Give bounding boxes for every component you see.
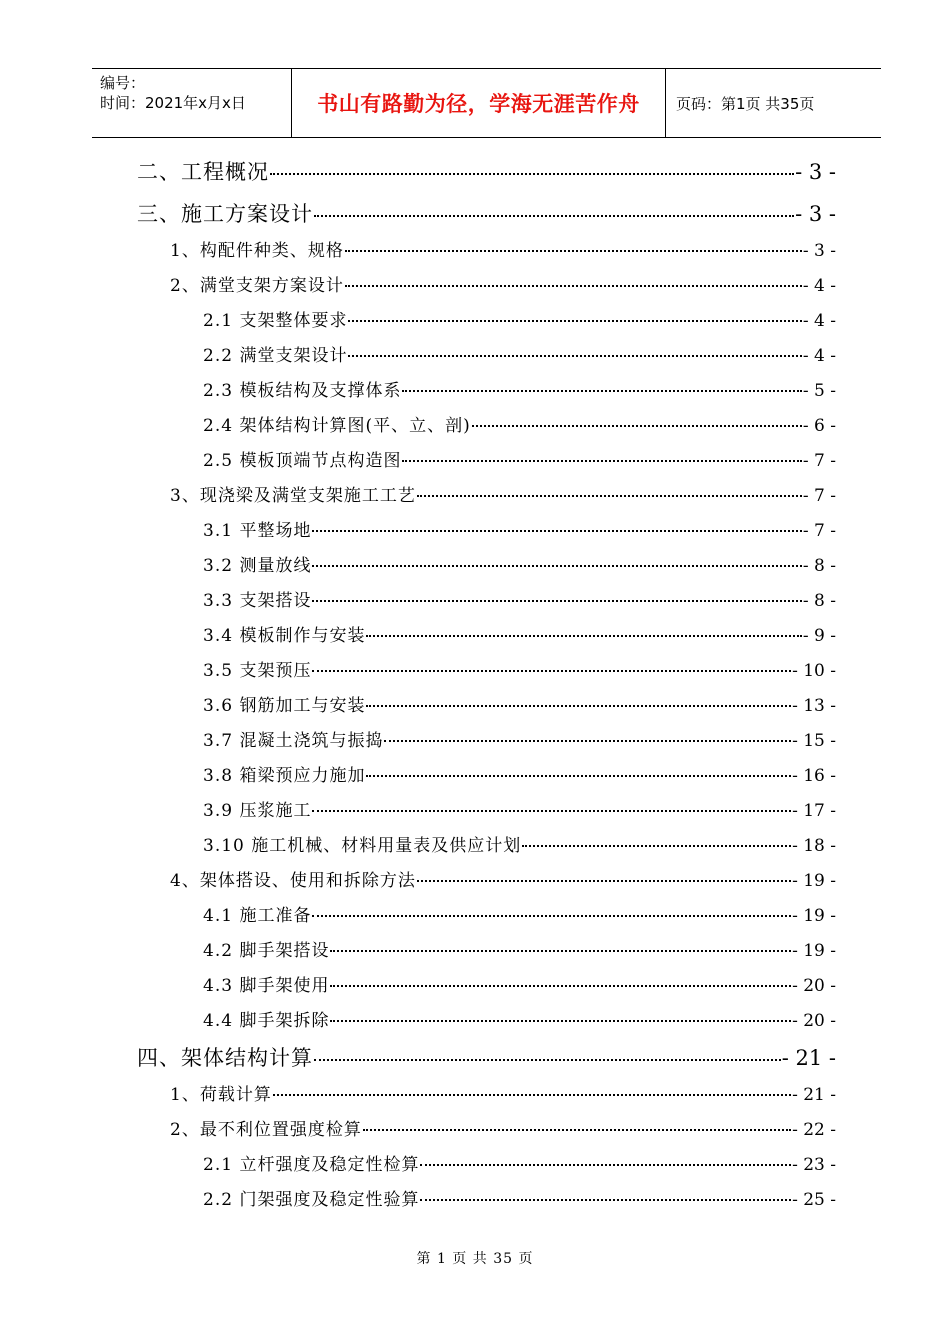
toc-entry[interactable]: [137, 1042, 836, 1072]
toc-entry-title: 3.9 压浆施工: [203, 801, 312, 821]
toc-entry-page: - 25 -: [792, 1190, 836, 1210]
toc-entry[interactable]: [170, 481, 836, 507]
toc-dot-leader: [522, 845, 791, 847]
toc-entry[interactable]: [203, 1006, 836, 1032]
toc-entry-page: - 18 -: [792, 836, 836, 856]
toc-dot-leader: [402, 460, 801, 462]
toc-dot-leader: [312, 565, 801, 567]
toc-dot-leader: [417, 495, 802, 497]
page-header: [92, 68, 881, 138]
toc-entry-page: - 4 -: [802, 276, 836, 296]
toc-dot-leader: [366, 635, 801, 637]
toc-dot-leader: [312, 915, 791, 917]
header-motto-cell: [292, 69, 666, 137]
toc-entry[interactable]: [203, 551, 836, 577]
toc-entry[interactable]: [203, 936, 836, 962]
toc-entry-title: 2.1 支架整体要求: [203, 311, 348, 331]
toc-entry-title: 3.6 钢筋加工与安装: [203, 696, 366, 716]
toc-dot-leader: [348, 355, 801, 357]
toc-entry-title: 3.4 模板制作与安装: [203, 626, 366, 646]
toc-entry-title: 3.3 支架搭设: [203, 591, 312, 611]
toc-entry-page: - 8 -: [802, 591, 836, 611]
toc-entry-title: 1、构配件种类、规格: [170, 241, 344, 261]
toc-entry[interactable]: [203, 761, 836, 787]
toc-dot-leader: [402, 390, 801, 392]
toc-entry[interactable]: [170, 236, 836, 262]
toc-entry[interactable]: [203, 621, 836, 647]
toc-entry[interactable]: [203, 1185, 836, 1211]
toc-entry[interactable]: [170, 271, 836, 297]
toc-entry-page: - 20 -: [792, 976, 836, 996]
toc-entry-page: - 19 -: [792, 871, 836, 891]
toc-entry-title: 2.3 模板结构及支撑体系: [203, 381, 402, 401]
header-meta-cell: [92, 69, 292, 137]
toc-dot-leader: [345, 250, 802, 252]
toc-dot-leader: [417, 880, 791, 882]
toc-entry-page: - 7 -: [802, 521, 836, 541]
toc-entry[interactable]: [203, 516, 836, 542]
toc-entry-page: - 19 -: [792, 906, 836, 926]
toc-entry-page: - 21 -: [792, 1085, 836, 1105]
toc-entry-title: 4、架体搭设、使用和拆除方法: [170, 871, 416, 891]
toc-entry[interactable]: [203, 306, 836, 332]
toc-entry-page: - 5 -: [802, 381, 836, 401]
header-page-info: 页码：第1页 共35页: [676, 94, 815, 113]
toc-entry-title: 4.3 脚手架使用: [203, 976, 330, 996]
toc-dot-leader: [420, 1164, 791, 1166]
toc-entry-page: - 9 -: [802, 626, 836, 646]
toc-entry-page: - 16 -: [792, 766, 836, 786]
toc-entry-page: - 6 -: [802, 416, 836, 436]
toc-entry-title: 3.1 平整场地: [203, 521, 312, 541]
toc-entry-title: 2.2 门架强度及稳定性验算: [203, 1190, 420, 1210]
toc-dot-leader: [312, 600, 801, 602]
header-motto: 书山有路勤为径，学海无涯苦作舟: [317, 92, 640, 116]
toc-entry-page: - 7 -: [802, 451, 836, 471]
toc-entry-page: - 21 -: [781, 1046, 836, 1070]
toc-entry[interactable]: [203, 796, 836, 822]
toc-entry[interactable]: [203, 691, 836, 717]
page-footer: 第 1 页 共 35 页: [416, 1251, 534, 1267]
toc-entry-title: 2.5 模板顶端节点构造图: [203, 451, 402, 471]
toc-entry-title: 2.4 架体结构计算图(平、立、剖): [203, 416, 471, 436]
toc-entry-page: - 10 -: [792, 661, 836, 681]
toc-entry[interactable]: [137, 156, 836, 186]
toc-entry[interactable]: [203, 971, 836, 997]
toc-entry[interactable]: [203, 901, 836, 927]
toc-entry-page: - 17 -: [792, 801, 836, 821]
toc-entry-page: - 3 -: [795, 160, 836, 184]
toc-entry-page: - 15 -: [792, 731, 836, 751]
toc-entry[interactable]: [170, 1080, 836, 1106]
toc-dot-leader: [348, 320, 801, 322]
toc-entry-title: 4.1 施工准备: [203, 906, 312, 926]
toc-entry-title: 3、现浇梁及满堂支架施工工艺: [170, 486, 416, 506]
toc-dot-leader: [363, 1129, 791, 1131]
toc-entry[interactable]: [203, 586, 836, 612]
toc-dot-leader: [366, 705, 791, 707]
toc-dot-leader: [314, 215, 794, 217]
toc-entry-title: 2、满堂支架方案设计: [170, 276, 344, 296]
toc-entry-title: 2.1 立杆强度及稳定性检算: [203, 1155, 420, 1175]
toc-entry[interactable]: [203, 376, 836, 402]
toc-entry[interactable]: [203, 656, 836, 682]
toc-entry[interactable]: [203, 726, 836, 752]
toc-entry[interactable]: [203, 831, 836, 857]
toc-entry-title: 3.5 支架预压: [203, 661, 312, 681]
toc-entry-title: 3.10 施工机械、材料用量表及供应计划: [203, 836, 522, 856]
toc-entry[interactable]: [203, 411, 836, 437]
toc-dot-leader: [330, 985, 791, 987]
toc-entry-page: - 8 -: [802, 556, 836, 576]
toc-entry-title: 4.4 脚手架拆除: [203, 1011, 330, 1031]
toc-dot-leader: [312, 530, 801, 532]
toc-entry-page: - 4 -: [802, 346, 836, 366]
toc-entry[interactable]: [137, 198, 836, 228]
toc-entry-page: - 22 -: [792, 1120, 836, 1140]
toc-entry[interactable]: [203, 341, 836, 367]
toc-entry-title: 四、架体结构计算: [137, 1046, 313, 1070]
toc-dot-leader: [345, 285, 802, 287]
toc-dot-leader: [270, 173, 794, 175]
toc-entry[interactable]: [203, 446, 836, 472]
toc-entry-title: 3.7 混凝土浇筑与振捣: [203, 731, 384, 751]
toc-dot-leader: [384, 740, 791, 742]
toc-dot-leader: [420, 1199, 791, 1201]
toc-entry[interactable]: [203, 1150, 836, 1176]
document-number-label: 编号：: [100, 74, 146, 92]
toc-entry-title: 3.8 箱梁预应力施加: [203, 766, 366, 786]
toc-dot-leader: [312, 810, 791, 812]
toc-dot-leader: [330, 1020, 791, 1022]
toc-entry-title: 2、最不利位置强度检算: [170, 1120, 362, 1140]
toc-entry[interactable]: [170, 866, 836, 892]
toc-entry-page: - 3 -: [795, 202, 836, 226]
toc-entry-page: - 23 -: [792, 1155, 836, 1175]
toc-entry-page: - 4 -: [802, 311, 836, 331]
toc-entry-title: 三、施工方案设计: [137, 202, 313, 226]
header-page-cell: [666, 69, 881, 137]
toc-entry-page: - 3 -: [802, 241, 836, 261]
toc-entry-title: 4.2 脚手架搭设: [203, 941, 330, 961]
toc-entry-page: - 20 -: [792, 1011, 836, 1031]
toc-entry-title: 3.2 测量放线: [203, 556, 312, 576]
toc-dot-leader: [273, 1094, 791, 1096]
toc-entry-page: - 19 -: [792, 941, 836, 961]
toc-dot-leader: [330, 950, 791, 952]
toc-dot-leader: [366, 775, 791, 777]
toc-entry-page: - 13 -: [792, 696, 836, 716]
toc-entry[interactable]: [170, 1115, 836, 1141]
toc-entry-title: 1、荷载计算: [170, 1085, 272, 1105]
document-time-label: 时间：2021年x月x日: [100, 94, 246, 112]
toc-entry-title: 2.2 满堂支架设计: [203, 346, 348, 366]
toc-dot-leader: [314, 1059, 781, 1061]
toc-dot-leader: [312, 670, 791, 672]
toc-entry-title: 二、工程概况: [137, 160, 269, 184]
toc-dot-leader: [472, 425, 802, 427]
toc-entry-page: - 7 -: [802, 486, 836, 506]
